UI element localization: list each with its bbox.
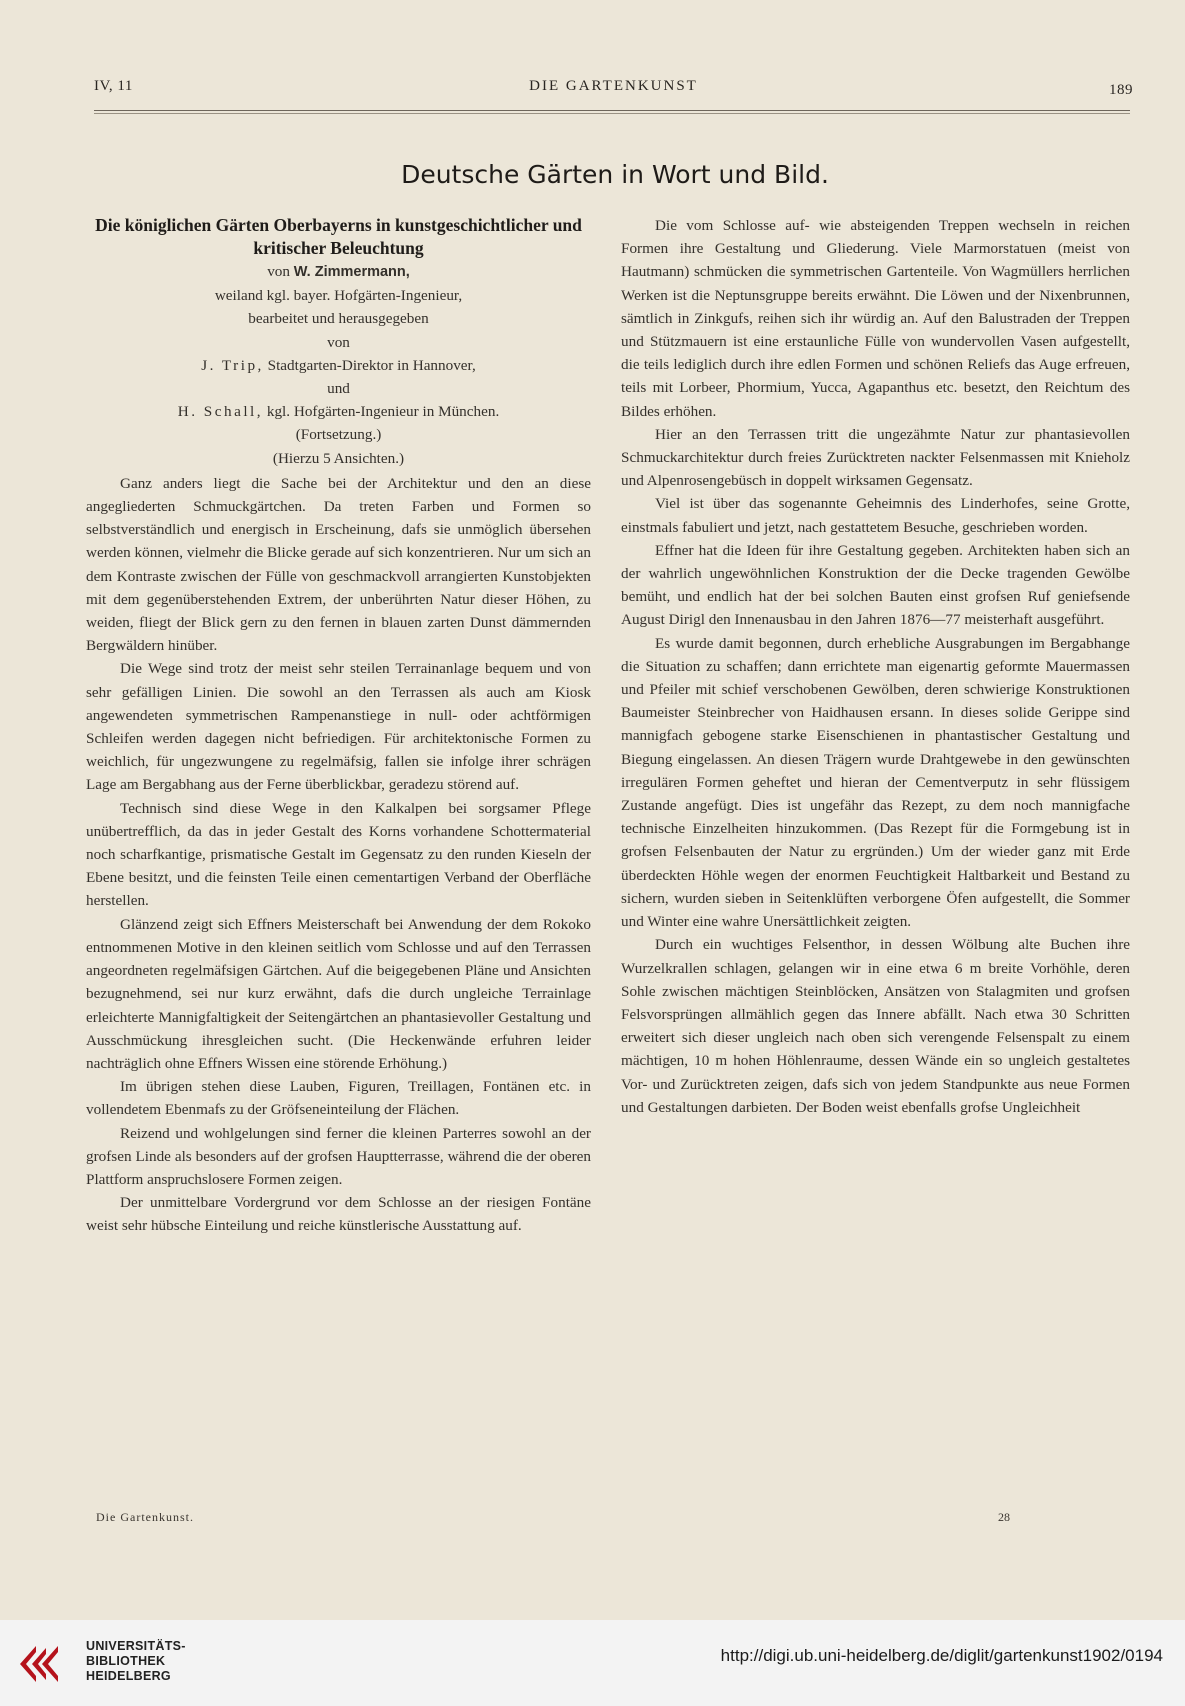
paragraph: Glänzend zeigt sich Effners Meisterschaft bei Anwendung der dem Rokoko entnommenen Motive in den kleinen seitlich vom Schlosse und auf den Terrassen angeordneten regelmäfsigen Gärtchen. Auf die beigegebenen Pläne und Ansichten bezugnehmend, sei nur kurz erwähnt, dafs die durch ungleiche Terrainlage erleichterte Mannigfaltigkeit der Seitengärtchen an phantasievoller Gestaltung und Ausschmückung ihresgleichen sucht. (Die Heckenwände erfuhren leider nachträglich ohne Effners Wissen eine störende Erhöhung.) [86,915,591,1072]
editor-1: J. Trip, Stadtgarten-Direktor in Hannover, [201,356,476,374]
edited-note: bearbeitet und herausgegeben [248,310,429,328]
header-rule [94,110,1130,111]
paragraph: Hier an den Terrassen tritt die ungezähmte Natur zur phantasievollen Schmuckarchitektur durch freies Zurücktreten nackter Felsenmassen mit Knieholz und Alpenrosengebüsch in doppelt wirksamen Gegensatz. [621,425,1130,490]
byline: von W. Zimmermann, [267,263,410,280]
library-logo-icon[interactable] [12,1636,68,1692]
paragraph: Reizend und wohlgelungen sind ferner die kleinen Parterres sowohl an der grofsen Linde als besonders auf der grofsen Hauptterrasse, während die der oberen Plattform anspruchslosere Formen zeigen. [86,1124,591,1188]
left-column [86,214,591,1238]
editor-2-name: H. Schall, [177,403,264,421]
und-line: und [327,380,350,398]
paragraph: Der unmittelbare Vordergrund vor dem Schlosse an der riesigen Fontäne weist sehr hübsche Einteilung und reiche künstlerische Ausstattung auf. [86,1194,591,1235]
paragraph: Die vom Schlosse auf- wie absteigenden Treppen wechseln in reichen Formen ihre Gestaltung und Gliederung. Viele Marmorstatuen (meist von Hautmann) schmücken die symmetrischen Gartenteile. Von Wagmüllers herrlichen Werken ist die Neptunsgruppe bereits erwähnt. Die Löwen und der Nixenbrunnen, sämtlich in Zinkgufs, reihen sich ihr würdig an. Auf den Balustraden der Treppen und Stützmauern ist eine erstaunliche Fülle von wundervollen Vasen aufgestellt, die teils lediglich durch ihre edlen Formen und schönen Reliefs das Auge erfreuen, teils mit Lorbeer, Phormium, Yucca, Agapanthus etc. besetzt, den Reichtum des Bildes erhöhen. [621,217,1130,420]
page-number: 189 [1109,82,1133,98]
section-title: Deutsche Gärten in Wort und Bild. [401,160,829,189]
right-column [621,214,1130,1119]
paragraph: Die Wege sind trotz der meist sehr steilen Terrainanlage bequem und von sehr gefälligen Linien. Die sowohl an den Terrassen als auch am Kiosk angewendeten symmetrischen Rampenanstiege in null- oder achtförmigen Schleifen werden dagegen nicht befriedigen. Für architektonische Formen zu weichlich, für ungezwungene zu regelmäfsig, fallen sie infolge ihrer schrägen Lage am Bergabhang aus der Ferne überblickbar, geradezu störend auf. [86,660,591,794]
volume-number: IV, 11 [94,78,133,94]
author-name: W. Zimmermann, [293,264,410,280]
paragraph: Im übrigen stehen diese Lauben, Figuren, Treillagen, Fontänen etc. in vollendetem Ebenmafs zu der Gröfseneinteilung der Flächen. [86,1078,591,1119]
paragraph: Ganz anders liegt die Sache bei der Architektur und den an diese angegliederten Schmuckgärtchen. Da treten Farben und Formen so selbstverständlich und energisch in Erscheinung, dafs sie unmöglich übersehen werden können, vielmehr die Blicke gerade auf sich konzentrieren. Nur um sich an dem Kontraste zwischen der Fülle von geschmackvoll arrangierten Kunstobjekten mit dem gegenüberstehenden Extrem, der unberührten Natur dieser Höhen, zu weiden, fliegt der Blick gern zu den fernen in blauen zarten Dunst dämmernden Bergwäldern hinüber. [86,474,591,655]
footer-journal: Die Gartenkunst. [96,1510,194,1524]
permalink-url[interactable]: http://digi.ub.uni-heidelberg.de/diglit/gartenkunst1902/0194 [720,1646,1163,1665]
author-title: weiland kgl. bayer. Hofgärten-Ingenieur, [214,287,463,305]
journal-name: DIE GARTENKUNST [529,78,698,94]
header-rule-secondary [94,113,1130,114]
paragraph: Effner hat die Ideen für ihre Gestaltung gegeben. Architekten haben sich an der wahrlich ungewöhnlichen Konstruktion der die Decke tragenden Gewölbe bemüht, und endlich hat der bei solchen Bauten einst grofsen Ruf geniefsende August Dirigl den Innenausbau in den Jahren 1876—77 meisterhaft ausgeführt. [621,541,1130,629]
paragraph: Durch ein wuchtiges Felsenthor, in dessen Wölbung alte Buchen ihre Wurzelkrallen schlagen, gelangen wir in eine etwa 6 m breite Vorhöhle, deren Sohle zwischen mächtigen Steinblöcken, Ansätzen von Stalagmiten und grofsen Felsvorsprüngen allmählich gegen das Innere abfällt. Nach etwa 30 Schritten erweitert sich dieser ungleich nach oben sich verengende Felsenspalt zu einem mächtigen, 10 m hohen Höhlenraume, dessen Wände ein so ungleich gestaltetes Vor- und Zurücktreten zeigen, dafs sich von jedem Standpunkte aus neue Formen und Gestaltungen darbieten. Der Boden weist ebenfalls grofse Ungleichheit [621,936,1130,1116]
signature-mark: 28 [998,1510,1010,1524]
paragraph: Viel ist über das sogenannte Geheimnis des Linderhofes, seine Grotte, einstmals fabuliert und jetzt, nach gestattetem Besuche, geschrieben worden. [621,495,1130,536]
editor-1-name: J. Trip, [201,356,264,374]
paragraph: Es wurde damit begonnen, durch erhebliche Ausgrabungen im Bergabhange die Situation zu schaffen; dann errichtete man eigenartig geformte Mauermassen und Pfeiler mit schief verschobenen Gewölben, deren schwierige Konstruktionen Baumeister Steinbrecher von Haidhausen ersann. In dieses solide Gerippe sind mannigfach gebogene starke Eisenschienen in phantastischer Gestaltung und Biegung eingelassen. An diesen Trägern wurde Drahtgewebe in den gewünschten irregulären Formen geheftet und hieran der Cementverputz in sehr flüssigem Zustande angefügt. Dies ist ungefähr das Rezept, zu dem noch mannigfache technische Einzelheiten hinzukommen. (Das Rezept für die Formgebung ist in grofsen Felsenbauten der Natur zu ergründen.) Um der wieder ganz mit Erde überdeckten Höhle wegen der enormen Feuchtigkeit Haltbarkeit und Bestand zu sichern, wurden sieben in Seitenklüften verborgene Öfen aufgestellt, die Sommer und Winter eine wahre Unersättlichkeit zeigten. [621,634,1130,931]
von-line: von [327,333,350,351]
continuation-note: (Fortsetzung.) [295,426,382,444]
illustration-note: (Hierzu 5 Ansichten.) [272,449,405,467]
editor-2: H. Schall, kgl. Hofgärten-Ingenieur in München. [177,403,500,421]
article-title: Die königlichen Gärten Oberbayerns in kunstgeschichtlicher und kritischer Beleuchtung [95,215,582,258]
library-name[interactable]: UNIVERSITÄTS- BIBLIOTHEK HEIDELBERG [86,1639,186,1683]
paragraph: Technisch sind diese Wege in den Kalkalpen bei sorgsamer Pflege unübertrefflich, da das in jeder Gestalt des Korns vorhandene Schottermaterial noch scharfkantige, prismatische Gestalt im Gegensatz zu den runden Kieseln der Ebene besitzt, und die feinsten Teile einen cementartigen Verband der Oberfläche herstellen. [86,799,591,910]
running-header [94,78,1133,100]
